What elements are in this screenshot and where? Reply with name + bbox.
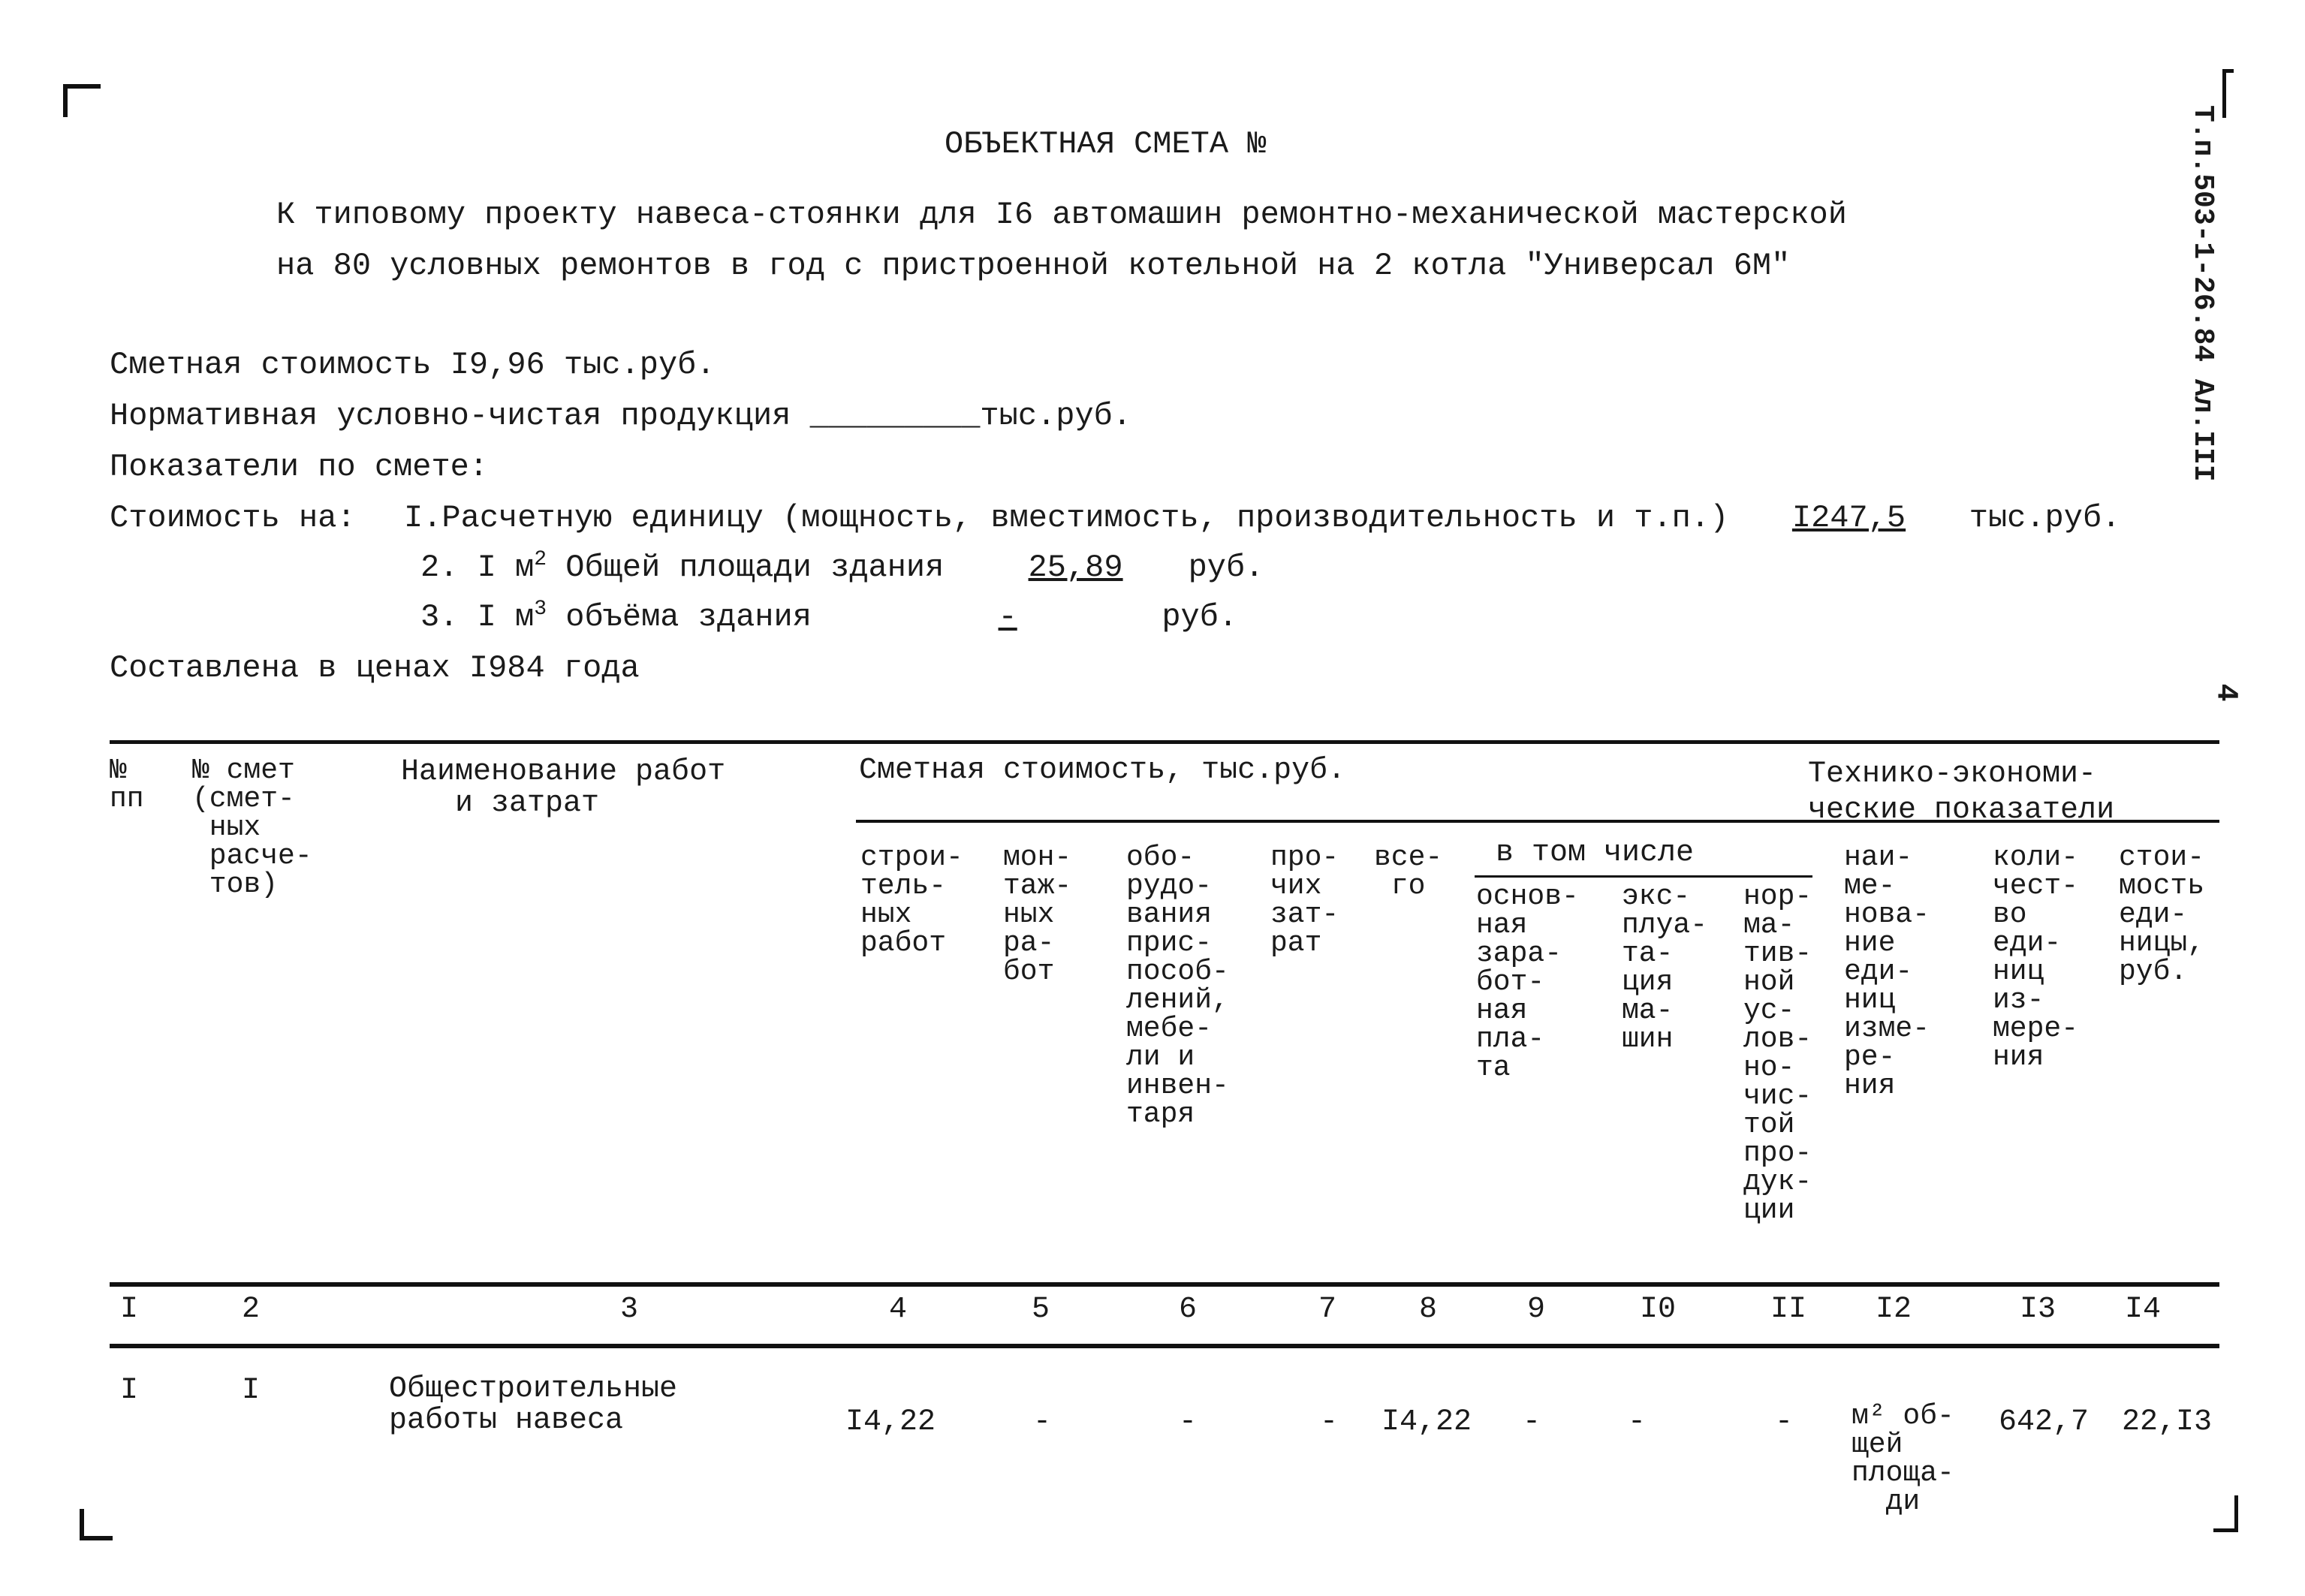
header-col-wages: основ- ная зара- бот- ная пла- та bbox=[1476, 881, 1579, 1084]
header-col-construction: строи- тель- ных работ bbox=[860, 842, 963, 959]
row-normative: - bbox=[1775, 1405, 1794, 1439]
col-number-7: 7 bbox=[1318, 1293, 1337, 1326]
col-number-6: 6 bbox=[1179, 1293, 1198, 1326]
header-including: в том числе bbox=[1496, 836, 1695, 870]
estimate-cost-label: Сметная стоимость bbox=[110, 347, 432, 383]
col-number-9: 9 bbox=[1527, 1293, 1546, 1326]
normative-blank: _________ bbox=[809, 398, 981, 434]
item3-prefix: 3. I м bbox=[420, 599, 535, 635]
header-col-equipment: обо- рудо- вания прис- пособ- лений, мебе- ли и инвен- таря bbox=[1126, 842, 1229, 1131]
table-top-rule bbox=[110, 740, 2219, 744]
row-num: I bbox=[120, 1374, 139, 1408]
row-estimate: I bbox=[242, 1374, 261, 1408]
item2-prefix: 2. I м bbox=[420, 550, 535, 586]
header-col-normative: нор- ма- тив- ной ус- лов- но- чис- той про- дук- ции bbox=[1743, 881, 1812, 1227]
corner-mark-bottom-right bbox=[2213, 1495, 2238, 1532]
row-other: - bbox=[1320, 1405, 1339, 1439]
col-number-5: 5 bbox=[1032, 1293, 1050, 1326]
header-col-quantity: коли- чест- во еди- ниц из- мере- ния bbox=[1993, 842, 2079, 1074]
row-construction: I4,22 bbox=[845, 1405, 936, 1439]
item2-unit: руб. bbox=[1188, 550, 1264, 586]
item3-line bbox=[420, 598, 1237, 635]
col-number-10: I0 bbox=[1640, 1293, 1677, 1326]
col-number-14: I4 bbox=[2125, 1293, 2162, 1326]
row-installation: - bbox=[1033, 1405, 1052, 1439]
col-number-1: I bbox=[120, 1293, 139, 1326]
corner-mark-top-right bbox=[2222, 69, 2234, 118]
page-title: ОБЪЕКТНАЯ СМЕТА № bbox=[945, 126, 1267, 162]
subtitle-line-1: К типовому проекту навеса-стоянки для I6 автомашин ремонтно-механической мастерской bbox=[276, 197, 1847, 233]
estimate-cost-unit: тыс.руб. bbox=[563, 347, 716, 383]
header-col-machines: экс- плуа- та- ция ма- шин bbox=[1622, 881, 1708, 1055]
numbers-bottom-rule bbox=[110, 1344, 2219, 1348]
item1-value: I247,5 bbox=[1791, 500, 1906, 536]
item2-value: 25,89 bbox=[1028, 550, 1123, 586]
item3-value: - bbox=[998, 599, 1017, 635]
row-machines: - bbox=[1628, 1405, 1647, 1439]
header-col-unit-cost: стои- мость еди- ницы, руб. bbox=[2119, 842, 2205, 988]
header-group-tech: Технико-экономи- ческие показатели bbox=[1808, 757, 2115, 827]
normative-label: Нормативная условно-чистая продукция bbox=[110, 398, 791, 434]
col-number-13: I3 bbox=[2020, 1293, 2056, 1326]
header-col-unit-name: наи- ме- нова- ние еди- ниц изме- ре- ния bbox=[1844, 842, 1930, 1102]
indicators-label: Показатели по смете: bbox=[110, 449, 489, 485]
item1-label: I.Расчетную единицу (мощность, вместимость, производительность и т.п.) bbox=[404, 500, 1729, 536]
item2-line bbox=[420, 548, 1264, 586]
col-number-4: 4 bbox=[889, 1293, 908, 1326]
item2-label: Общей площади здания bbox=[547, 550, 945, 586]
corner-mark-bottom-left bbox=[80, 1509, 113, 1540]
header-col-installation: мон- таж- ных ра- бот bbox=[1003, 842, 1072, 988]
col-number-12: I2 bbox=[1876, 1293, 1912, 1326]
header-bottom-rule bbox=[110, 1282, 2219, 1287]
corner-mark-top-left bbox=[63, 84, 101, 117]
row-name: Общестроительные работы навеса bbox=[389, 1372, 678, 1438]
subtitle-line-2: на 80 условных ремонтов в год с пристроенной котельной на 2 котла "Универсал 6М" bbox=[276, 248, 1791, 284]
item3-unit: руб. bbox=[1162, 599, 1238, 635]
col-number-11: II bbox=[1770, 1293, 1807, 1326]
row-unit: м² об- щей площа- ди bbox=[1852, 1400, 1954, 1518]
col-number-8: 8 bbox=[1419, 1293, 1438, 1326]
item1-unit: тыс.руб. bbox=[1969, 500, 2121, 536]
row-wages: - bbox=[1523, 1405, 1541, 1439]
header-col-other: про- чих зат- рат bbox=[1270, 842, 1339, 959]
row-total: I4,22 bbox=[1381, 1405, 1472, 1439]
row-unit-cost: 22,I3 bbox=[2122, 1405, 2213, 1439]
including-rule bbox=[1475, 875, 1812, 878]
col-number-3: 3 bbox=[620, 1293, 639, 1326]
col-number-2: 2 bbox=[242, 1293, 261, 1326]
item1-line bbox=[404, 500, 2120, 536]
estimate-cost-value: I9,96 bbox=[450, 347, 545, 383]
row-quantity: 642,7 bbox=[1999, 1405, 2090, 1439]
page-number: 4 bbox=[2208, 683, 2243, 702]
normative-line bbox=[110, 398, 1131, 434]
normative-unit: тыс.руб. bbox=[980, 398, 1132, 434]
cost-on-label: Стоимость на: bbox=[110, 500, 356, 536]
prices-note: Составлена в ценах I984 года bbox=[110, 650, 640, 686]
item2-sup: 2 bbox=[534, 548, 547, 571]
side-code: Т.п.503-1-26.84 Ал.III bbox=[2186, 105, 2219, 482]
row-equipment: - bbox=[1179, 1405, 1198, 1439]
header-col-total: все- го bbox=[1374, 842, 1443, 902]
header-col-name: Наименование работ и затрат bbox=[401, 755, 726, 821]
header-col-estimate: № смет (смет- ных расче- тов) bbox=[192, 754, 312, 901]
header-col-num: № пп bbox=[110, 754, 144, 815]
header-group-cost: Сметная стоимость, тыс.руб. bbox=[859, 754, 1346, 787]
item3-sup: 3 bbox=[534, 598, 547, 621]
item3-label: объёма здания bbox=[547, 599, 812, 635]
estimate-cost-line bbox=[110, 347, 716, 383]
